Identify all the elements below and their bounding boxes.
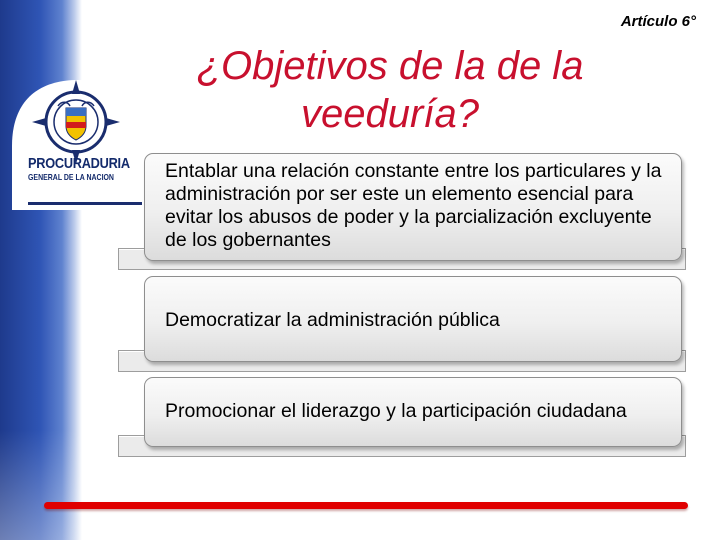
objective-text-1: Entablar una relación constante entre los particulares y la administración por ser este un elemento esencial para evitar los abusos de poder y la parcialización excluyente de los gobernantes [165,160,662,251]
bottom-accent-line [44,502,688,509]
article-label: Artículo 6° [620,13,696,30]
objective-text-2: Democratizar la administración pública [165,309,500,331]
objective-card-2 [144,276,682,362]
side-band-fade [0,430,82,540]
logo-name: PROCURADURIA [28,155,130,172]
page-title: ¿Objetivos de la de la veeduría? [196,44,584,136]
objective-card-1 [144,153,682,261]
procuraduria-logo [8,76,146,212]
logo-subtitle: GENERAL DE LA NACION [28,172,114,182]
procuraduria-emblem-icon [8,76,146,212]
logo-caption [28,156,144,182]
objective-card-3 [144,377,682,447]
objective-text-3: Promocionar el liderazgo y la participación ciudadana [165,400,627,422]
